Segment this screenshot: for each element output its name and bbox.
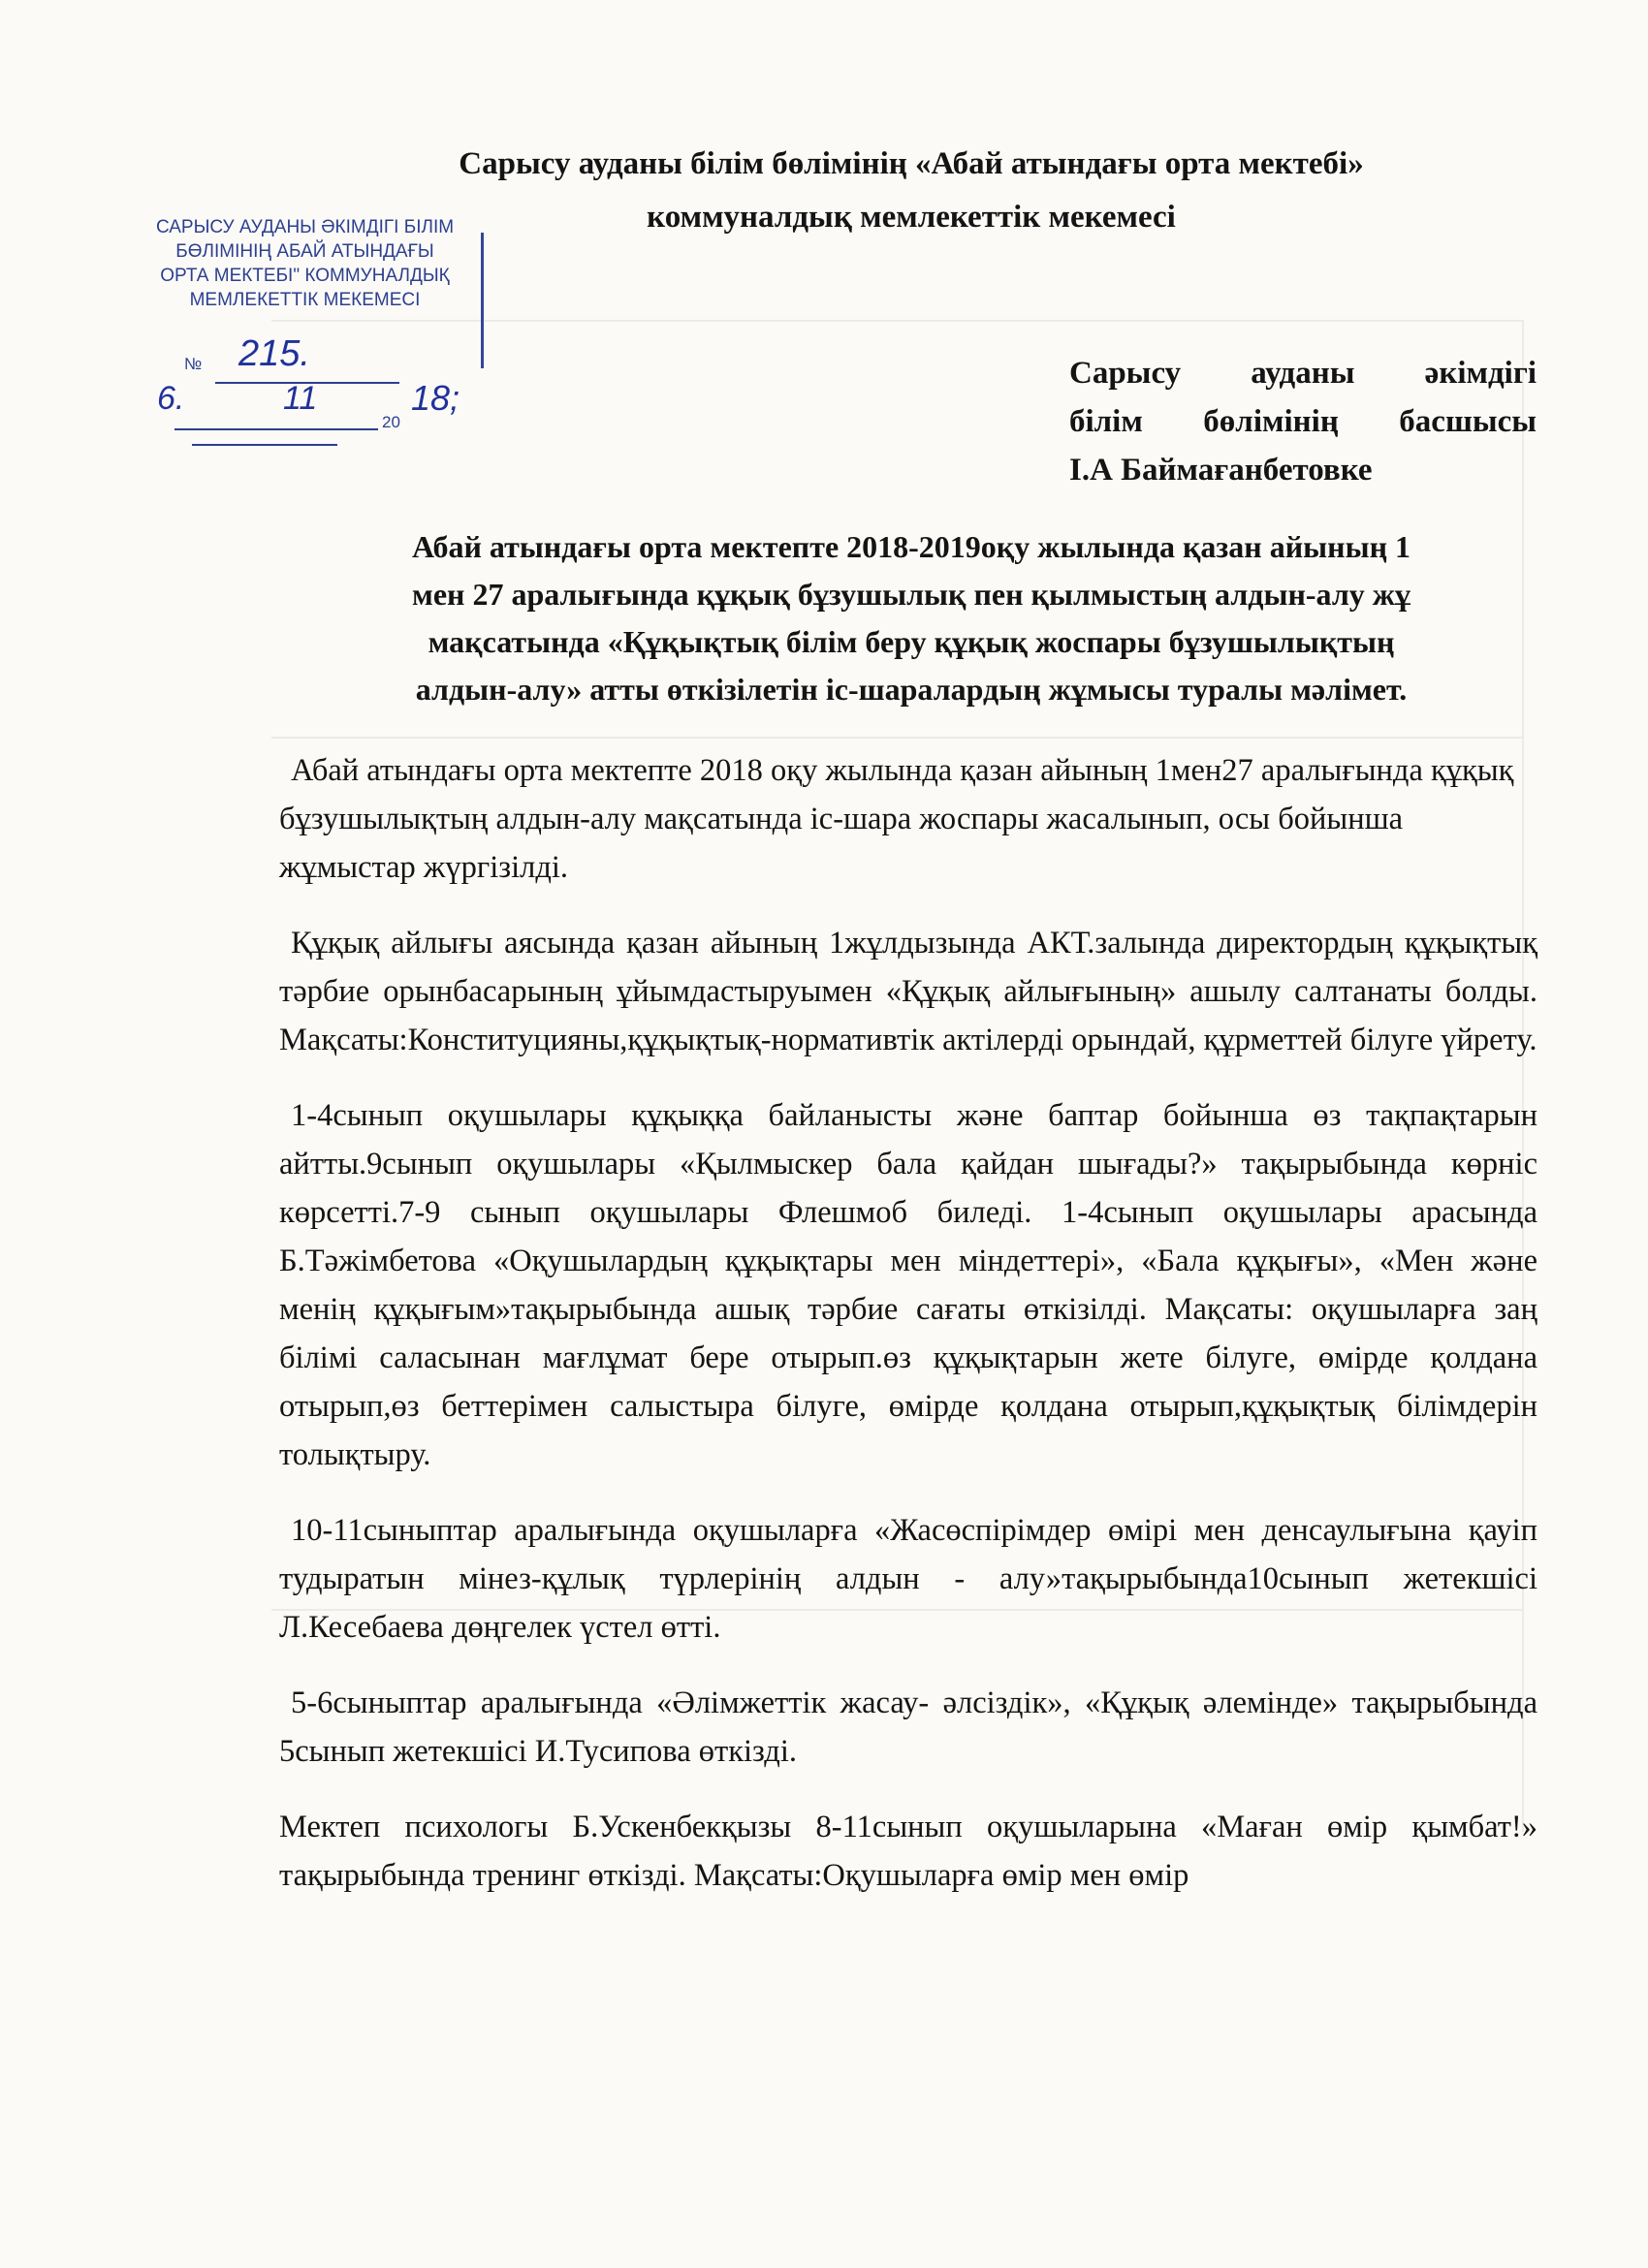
handwritten-year: 18; [411,378,460,418]
paragraph-grades-1-4: 1-4сынып оқушылары құқыққа байланысты және баптар бойынша өз тақпақтарын айтты.9сынып оқушылары «Қылмыскер бала қайдан шығады?» тақырыбында көрніс көрсетті.7-9 сынып оқушылары Флешмоб биледі. 1-4сынып оқушылары арасында Б.Тәжімбетова «Оқушылардың құқықтары мен міндеттері», «Бала құқығы», «Мен және менің құқығым»тақырыбында ашық тәрбие сағаты өткізілді. Мақсаты: оқушыларға заң білімі саласынан мағлұмат бере отырып.өз құқықтарын жете білуге, өмірде қолдана отырып,өз беттерімен салыстыра білуге, өмірде қолдана отырып,құқықтық білімдерін толықтыру. [279,1098,1537,1472]
year-prefix: 20 [382,413,400,431]
title-line-1: Абай атындағы орта мектепте 2018-2019оқу жылында қазан айының 1 [412,529,1410,564]
addressee-line-2: білім бөлімінің басшысы [1069,404,1537,439]
title-line-2: мен 27 аралығында құқық бұзушылық пен қылмыстың алдын-алу жұ [412,577,1410,612]
stamp-number [184,333,402,374]
bleed-through-line [271,737,1522,739]
stamp-underline [192,444,337,446]
number-label: № [184,355,203,373]
date-underline [174,428,378,430]
addressee-line-1: Сарысу ауданы әкімдігі [1069,356,1537,391]
stamp-line: МЕМЛЕКЕТТІК МЕКЕМЕСІ [189,290,421,310]
header-line-1: Сарысу ауданы білім бөлімінің «Абай атындағы орта мектебі» [459,146,1364,181]
organization-header [320,138,1503,244]
paragraph-psychologist: Мектеп психологы Б.Ускенбекқызы 8-11сынып оқушыларына «Маған өмір қымбат!» тақырыбында тренинг өткізді. Мақсаты:Оқушыларға өмір мен өмір [279,1810,1537,1893]
handwritten-month: 11 [283,380,318,417]
addressee-block [1069,349,1537,494]
document-body [279,746,1537,1900]
registration-stamp [118,215,491,312]
addressee-line-3: І.А Баймағанбетовке [1069,453,1373,488]
paragraph-law-month: Құқық айлығы аясында қазан айының 1жұлдызында АКТ.залында директордың құқықтық тәрбие орынбасарының ұйымдастыруымен «Құқық айлығының» ашылу салтанаты болды. Мақсаты:Конституцияны,құқықтық-нормативтік актілерді орындай, құрметтей білуге үйрету. [279,926,1537,1057]
handwritten-day: 6. [157,380,185,417]
header-line-2: коммуналдық мемлекеттік мекемесі [647,200,1176,235]
stamp-line: ОРТА МЕКТЕБІ" КОММУНАЛДЫҚ [160,266,450,286]
handwritten-number: 215. [238,333,310,374]
document-title [281,523,1541,713]
stamp-border [481,233,484,368]
bleed-through-line [271,320,1522,322]
stamp-line: БӨЛІМІНІҢ АБАЙ АТЫНДАҒЫ [175,241,434,262]
title-line-4: алдын-алу» атты өткізілетін іс-шаралардың жұмысы туралы мәлімет. [415,672,1408,707]
stamp-line: САРЫСУ АУДАНЫ ӘКІМДІГІ БІЛІМ [155,217,455,237]
title-line-3: мақсатында «Құқықтық білім беру құқық жоспары бұзушылықтың [428,624,1395,659]
paragraph-intro: Абай атындағы орта мектепте 2018 оқу жылында қазан айының 1мен27 аралығында құқық бұзушылықтың алдын-алу мақсатында іс-шара жоспары жасалынып, осы бойынша жұмыстар жүргізілді. [279,753,1514,885]
paragraph-grades-5-6: 5-6сыныптар аралығында «Әлімжеттік жасау- әлсіздік», «Құқық әлемінде» тақырыбында 5сынып жетекшісі И.Тусипова өткізді. [279,1685,1537,1769]
paragraph-grades-10-11: 10-11сыныптар аралығында оқушыларға «Жасөспірімдер өмірі мен денсаулығына қауіп тудыратын мінез-құлық түрлерінің алдын - алу»тақырыбында10сынып жетекшісі Л.Кесебаева дөңгелек үстел өтті. [279,1513,1537,1645]
